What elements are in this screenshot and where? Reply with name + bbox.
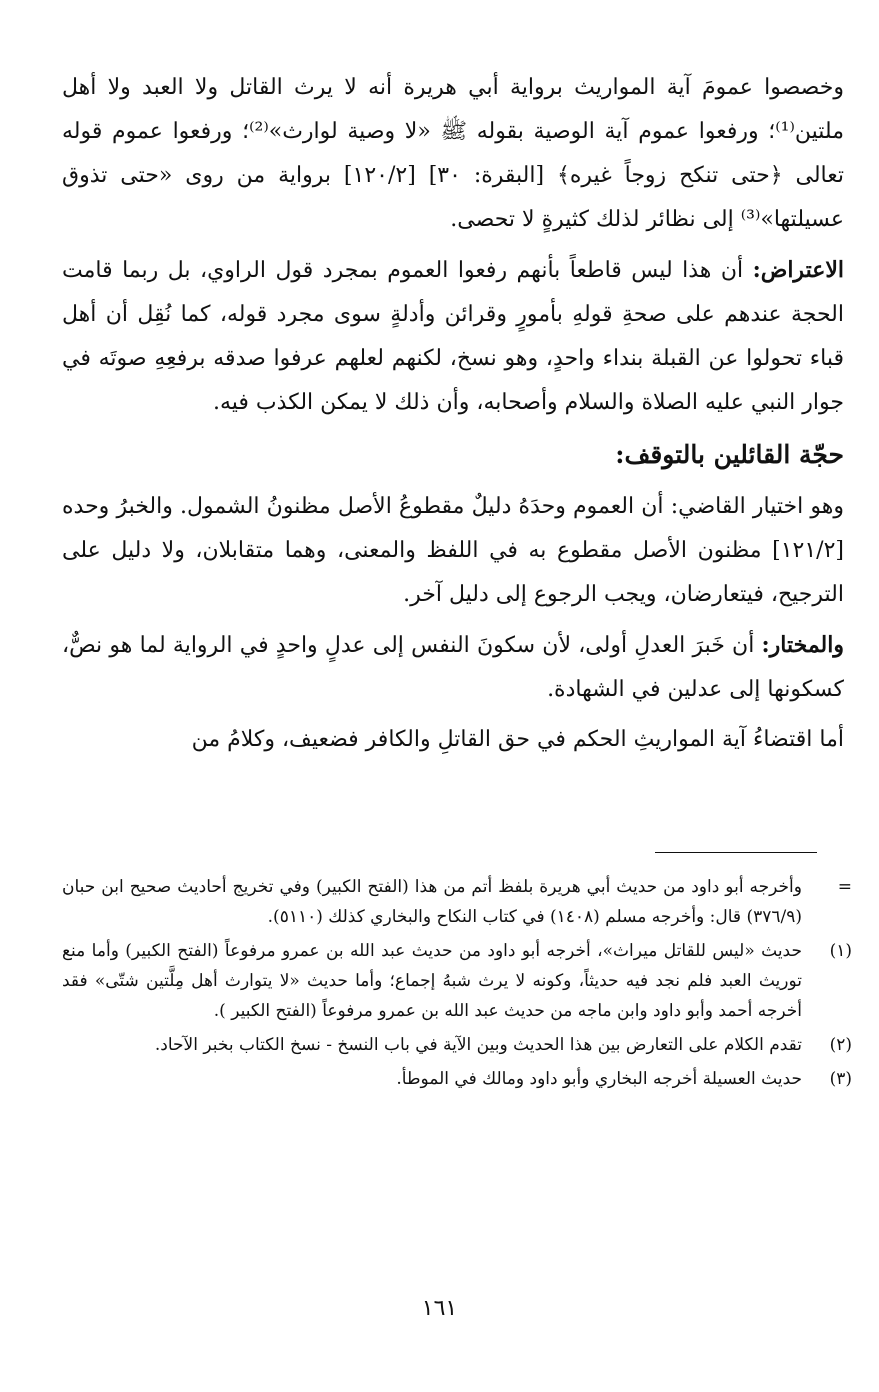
footnote-3: [62, 1064, 852, 1094]
footnote-text: حديث «ليس للقاتل ميراث»، أخرجه أبو داود من حديث عبد الله بن عمرو مرفوعاً (الفتح الكبير) وأما منع توريث العبد فلم نجد فيه حديثاً، وكونه لا يرث شبهُ إجماع؛ وأما حديث «لا يتوارث أهل مِلَّتين شتّى» فقد أخرجه أحمد وأبو داود وابن ماجه من حديث عبد الله بن عمرو مرفوعاً (الفتح الكبير ).: [62, 941, 802, 1021]
objection-label: الاعتراض:: [752, 257, 844, 283]
paragraph-text: وخصصوا عمومَ آية المواريث برواية أبي هريرة أنه لا يرث القاتل ولا العبد ولا أهل ملتين⁽¹⁾؛ ورفعوا عموم آية الوصية بقوله ﷺ «لا وصية لوارث»⁽²⁾؛ ورفعوا عموم قوله تعالى ﴿حتى تنكح زوجاً غيره﴾ [البقرة: ٣٠] [١٢٠/٢] برواية من روى «حتى تذوق عسيلتها»⁽³⁾ إلى نظائر لذلك كثيرةٍ لا تحصى.: [62, 75, 844, 232]
page-number: ١٦١: [421, 1296, 458, 1321]
footnote-2: [62, 1030, 852, 1060]
section-heading: حجّة القائلين بالتوقف:: [615, 440, 844, 469]
footnote-text: وأخرجه أبو داود من حديث أبي هريرة بلفظ أتم من هذا (الفتح الكبير) وفي تخريج أحاديث صحيح ابن حبان (٣٧٦/٩) قال: وأخرجه مسلم (١٤٠٨) في كتاب النكاح والبخاري كذلك (٥١١٠).: [62, 877, 802, 927]
footnote-marker: (٢): [829, 1035, 852, 1055]
footnotes: [62, 872, 852, 1098]
footnote-continuation: [62, 872, 852, 932]
footnote-text: حديث العسيلة أخرجه البخاري وأبو داود ومالك في الموطأ.: [396, 1069, 802, 1089]
chosen-text: أن خَبرَ العدلِ أولى، لأن سكونَ النفس إلى عدلٍ واحدٍ في الرواية لما هو نصٌّ، كسكونها إلى عدلين في الشهادة.: [62, 633, 844, 702]
paragraph-inheritance-verse: [62, 718, 844, 762]
footnote-1: [62, 936, 852, 1026]
paragraph-text: وهو اختيار القاضي: أن العموم وحدَهُ دليلٌ مقطوعُ الأصل مظنونُ الشمول. والخبرُ وحده [١٢١/٢] مظنون الأصل مقطوع به في اللفظ والمعنى، وهما متقابلان، ولا دليل على الترجيح، فيتعارضان، ويجب الرجوع إلى دليل آخر.: [62, 494, 844, 607]
objection-text: أن هذا ليس قاطعاً بأنهم رفعوا العموم بمجرد قول الراوي، بل ربما قامت الحجة عندهم على صحةِ قولهِ بأمورٍ وقرائن وأدلةٍ سوى مجرد قوله، كما نُقِل أن أهل قباء تحولوا عن القبلة بنداء واحدٍ، وهو نسخ، لكنهم لعلهم عرفوا صدقه برفعِهِ صوتَه في جوار النبي عليه الصلاة والسلام وأصحابه، وأن ذلك لا يمكن الكذب فيه.: [62, 258, 844, 415]
paragraph-inheritance: [62, 66, 844, 242]
footnote-marker: (٣): [829, 1069, 852, 1089]
footnote-divider: [655, 852, 817, 853]
paragraph-chosen: [62, 623, 844, 712]
footnote-marker: (١): [829, 941, 852, 961]
paragraph-text: أما اقتضاءُ آية المواريثِ الحكم في حق القاتلِ والكافر فضعيف، وكلامُ من: [191, 727, 844, 752]
paragraph-objection: [62, 248, 844, 425]
paragraph-qadi: [62, 485, 844, 617]
chosen-label: والمختار:: [761, 632, 844, 658]
footnote-text: تقدم الكلام على التعارض بين هذا الحديث وبين الآية في باب النسخ - نسخ الكتاب بخبر الآحاد.: [154, 1035, 802, 1055]
footnote-marker: =: [837, 877, 852, 897]
main-text: [62, 66, 844, 768]
